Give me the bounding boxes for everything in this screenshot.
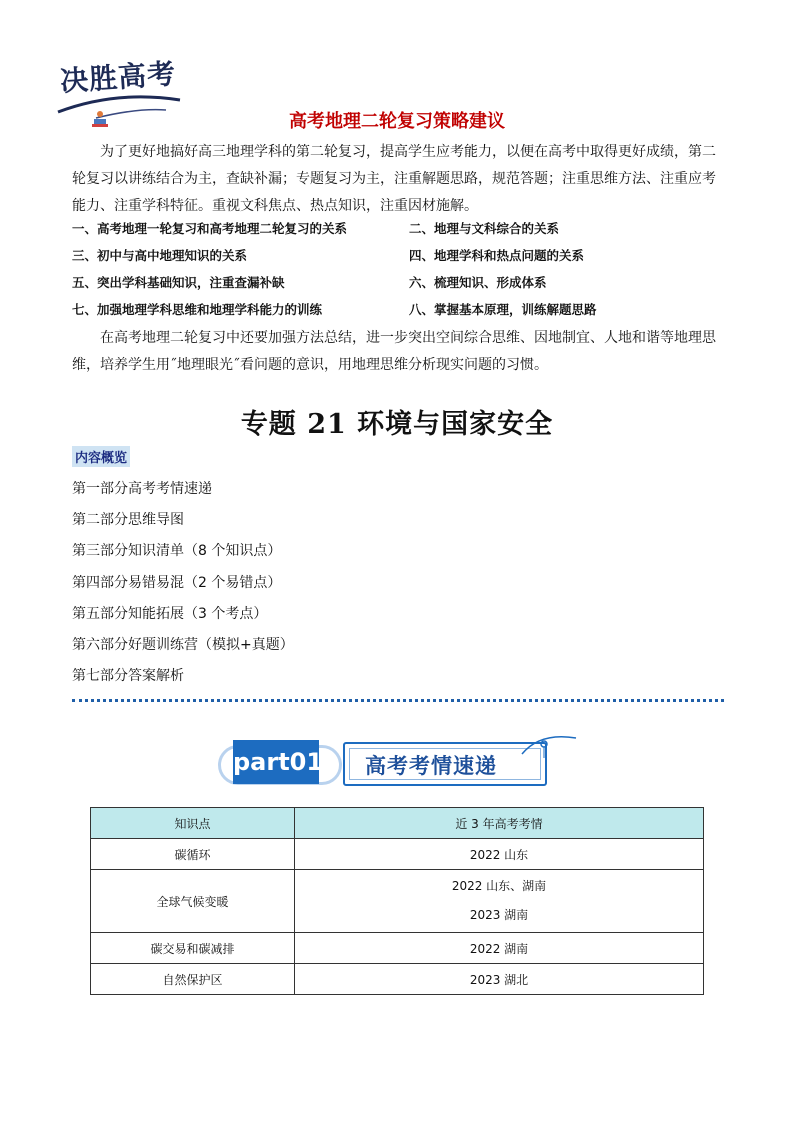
toc-item: 第二部分思维导图 xyxy=(72,512,184,529)
table-of-contents xyxy=(72,474,294,692)
strategy-point: 一、高考地理一轮复习和高考地理二轮复习的关系 xyxy=(72,221,348,236)
table-row xyxy=(91,933,704,964)
toc-item: 第七部分答案解析 xyxy=(72,668,184,685)
table-row xyxy=(91,964,704,995)
table-header-exam-trend: 近 3 年高考考情 xyxy=(295,808,704,839)
strategy-point: 二、地理与文科综合的关系 xyxy=(409,221,560,236)
strategy-point: 八、掌握基本原理，训练解题思路 xyxy=(409,302,597,317)
toc-item: 第六部分好题训练营（模拟+真题） xyxy=(72,636,294,653)
table-cell-knowledge-point: 碳交易和碳减排 xyxy=(91,933,295,964)
table-cell-exam xyxy=(295,870,704,933)
overview-label: 内容概览 xyxy=(72,446,130,467)
table-row xyxy=(91,870,704,933)
toc-item: 第三部分知识清单（8 个知识点） xyxy=(72,543,282,560)
part-label: 高考考情速递 xyxy=(365,754,497,778)
part-label-box xyxy=(343,742,547,786)
toc-item: 第五部分知能拓展（3 个考点） xyxy=(72,605,268,622)
table-cell-exam: 2022 山东 xyxy=(295,839,704,870)
strategy-point: 四、地理学科和热点问题的关系 xyxy=(409,248,585,263)
strategy-point: 五、突出学科基础知识，注重查漏补缺 xyxy=(72,275,285,290)
table-cell-exam: 2022 湖南 xyxy=(295,933,704,964)
table-cell-exam: 2023 湖北 xyxy=(295,964,704,995)
strategy-method: 在高考地理二轮复习中还要加强方法总结，进一步突出空间综合思维、因地制宜、人地和谐等地理思维，培养学生用˝地理眼光˝看问题的意识，用地理思维分析现实问题的习惯。 xyxy=(72,330,716,373)
strategy-point: 七、加强地理学科思维和地理学科能力的训练 xyxy=(72,302,323,317)
strategy-intro: 为了更好地搞好高三地理学科的第二轮复习，提高学生应考能力，以便在高考中取得更好成绩，第二轮复习以讲练结合为主，查缺补漏；专题复习为主，注重解题思路，规范答题；注重思维方法、注重应考能力、注重学科特征。重视文科焦点、热点知识，注重因材施解。 xyxy=(72,144,716,214)
strategy-title: 高考地理二轮复习策略建议 xyxy=(289,111,505,132)
strategy-point: 三、初中与高中地理知识的关系 xyxy=(72,248,248,263)
toc-item: 第一部分高考考情速递 xyxy=(72,481,212,497)
table-row xyxy=(91,839,704,870)
section-divider xyxy=(72,699,724,702)
logo-text: 决胜高考 xyxy=(59,56,178,99)
exam-entry: 2023 湖南 xyxy=(469,908,529,922)
exam-entry: 2022 山东、湖南 xyxy=(451,879,547,893)
table-cell-knowledge-point: 全球气候变暖 xyxy=(91,870,295,933)
toc-item: 第四部分易错易混（2 个易错点） xyxy=(72,574,282,591)
topic-title: 专题 21 环境与国家安全 xyxy=(240,409,554,440)
table-header-knowledge-point: 知识点 xyxy=(91,808,295,839)
exam-trend-table xyxy=(90,807,704,995)
part-badge: part01 xyxy=(233,740,319,784)
banner-swirl-icon xyxy=(520,730,580,760)
strategy-points xyxy=(72,219,732,327)
strategy-point: 六、梳理知识、形成体系 xyxy=(409,275,547,290)
part-banner xyxy=(200,730,600,800)
table-cell-knowledge-point: 自然保护区 xyxy=(91,964,295,995)
table-cell-knowledge-point: 碳循环 xyxy=(91,839,295,870)
